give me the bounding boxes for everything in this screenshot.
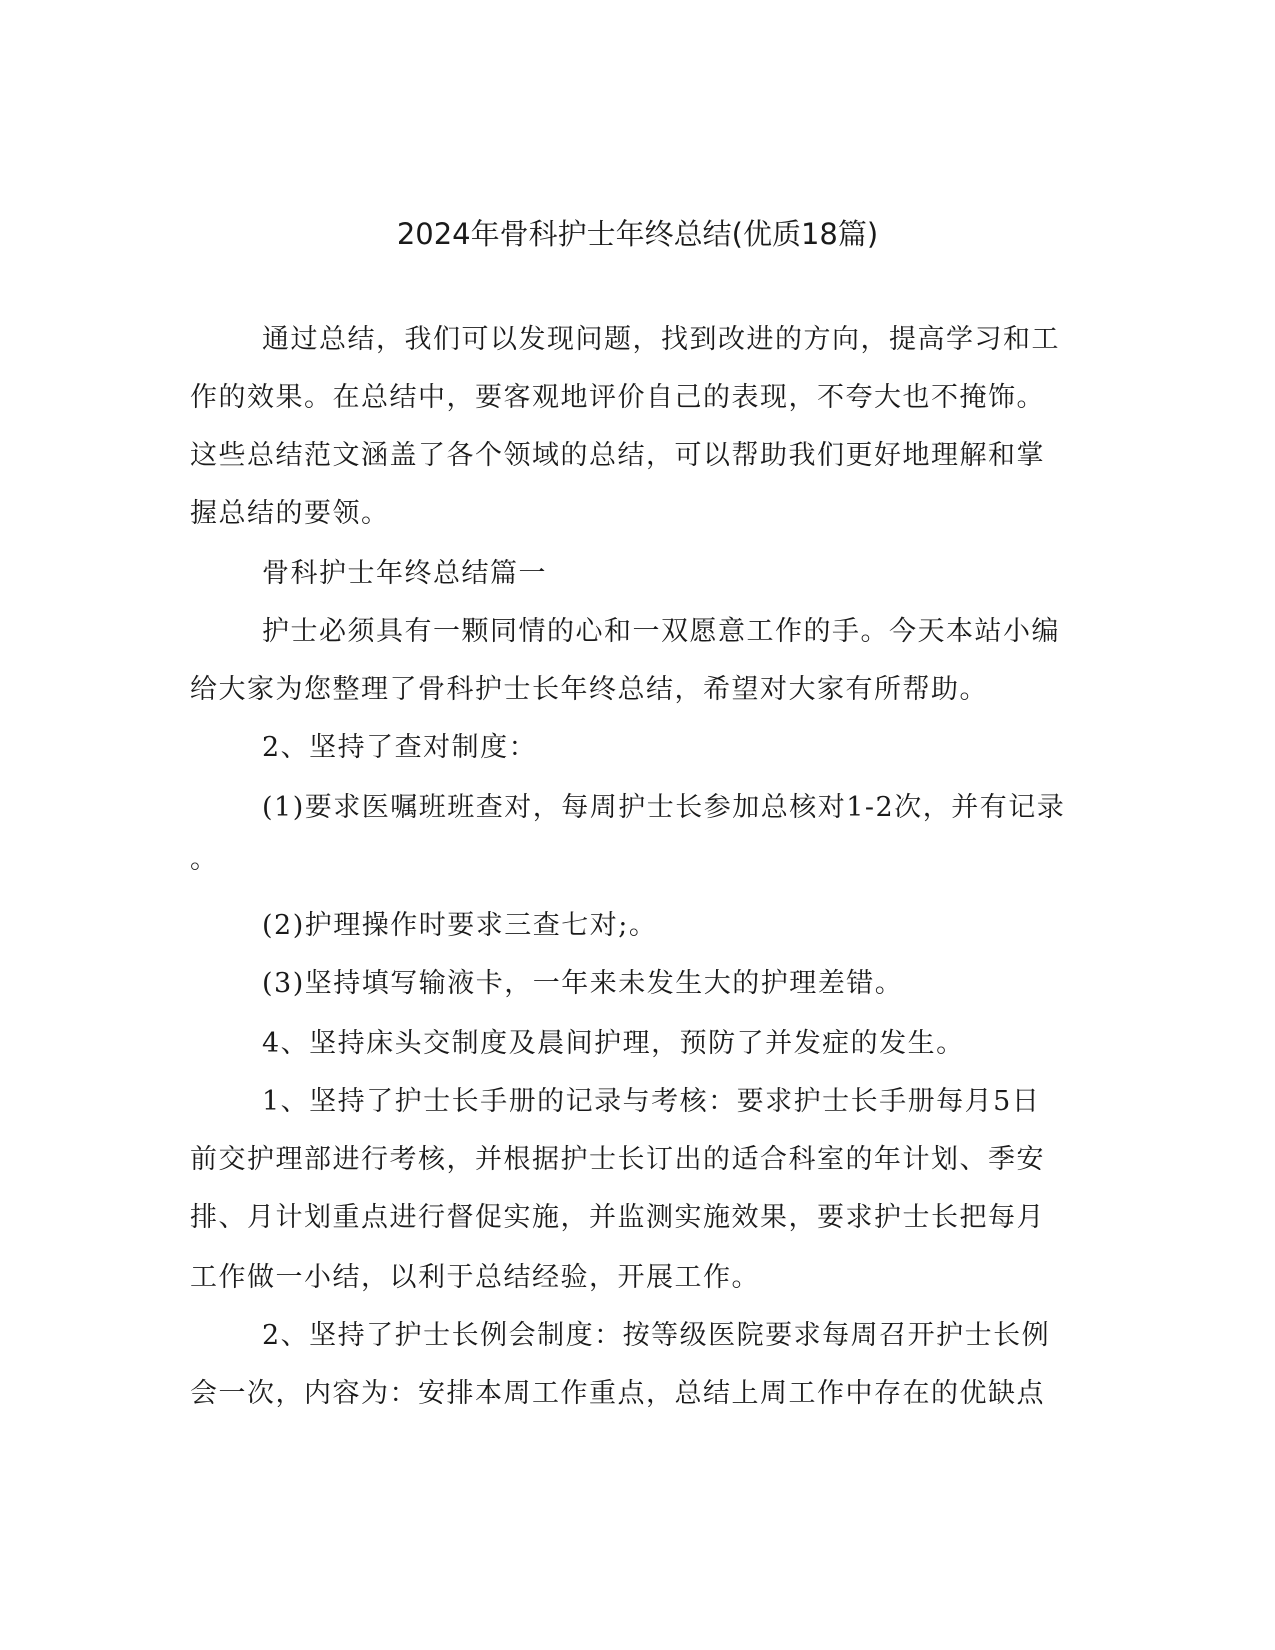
paragraph-line: 1、坚持了护士长手册的记录与考核：要求护士长手册每月5日: [262, 1086, 1041, 1117]
paragraph-line: 前交护理部进行考核，并根据护士长订出的适合科室的年计划、季安: [190, 1144, 1045, 1175]
paragraph-line: 。: [190, 844, 219, 875]
paragraph-line: 2、坚持了护士长例会制度：按等级医院要求每周召开护士长例: [262, 1320, 1051, 1351]
paragraph-line: 通过总结，我们可以发现问题，找到改进的方向，提高学习和工: [262, 324, 1060, 355]
paragraph-line: 给大家为您整理了骨科护士长年终总结，希望对大家有所帮助。: [190, 674, 988, 705]
paragraph-line: 2、坚持了查对制度：: [262, 732, 538, 763]
paragraph-line: 会一次，内容为：安排本周工作重点，总结上周工作中存在的优缺点: [190, 1378, 1045, 1409]
section-heading: 骨科护士年终总结篇一: [262, 558, 547, 589]
paragraph-line: 护士必须具有一颗同情的心和一双愿意工作的手。今天本站小编: [262, 616, 1060, 647]
paragraph-line: 作的效果。在总结中，要客观地评价自己的表现，不夸大也不掩饰。: [190, 382, 1045, 413]
paragraph-line: 握总结的要领。: [190, 498, 390, 529]
paragraph-line: (3)坚持填写输液卡，一年来未发生大的护理差错。: [262, 968, 904, 999]
paragraph-line: (1)要求医嘱班班查对，每周护士长参加总核对1-2次，并有记录: [262, 792, 1066, 823]
paragraph-line: 排、月计划重点进行督促实施，并监测实施效果，要求护士长把每月: [190, 1202, 1045, 1233]
paragraph-line: (2)护理操作时要求三查七对;。: [262, 910, 658, 941]
paragraph-line: 这些总结范文涵盖了各个领域的总结，可以帮助我们更好地理解和掌: [190, 440, 1045, 471]
paragraph-line: 工作做一小结，以利于总结经验，开展工作。: [190, 1262, 760, 1293]
paragraph-line: 4、坚持床头交制度及晨间护理，预防了并发症的发生。: [262, 1028, 965, 1059]
document-title: 2024年骨科护士年终总结(优质18篇): [396, 217, 879, 251]
